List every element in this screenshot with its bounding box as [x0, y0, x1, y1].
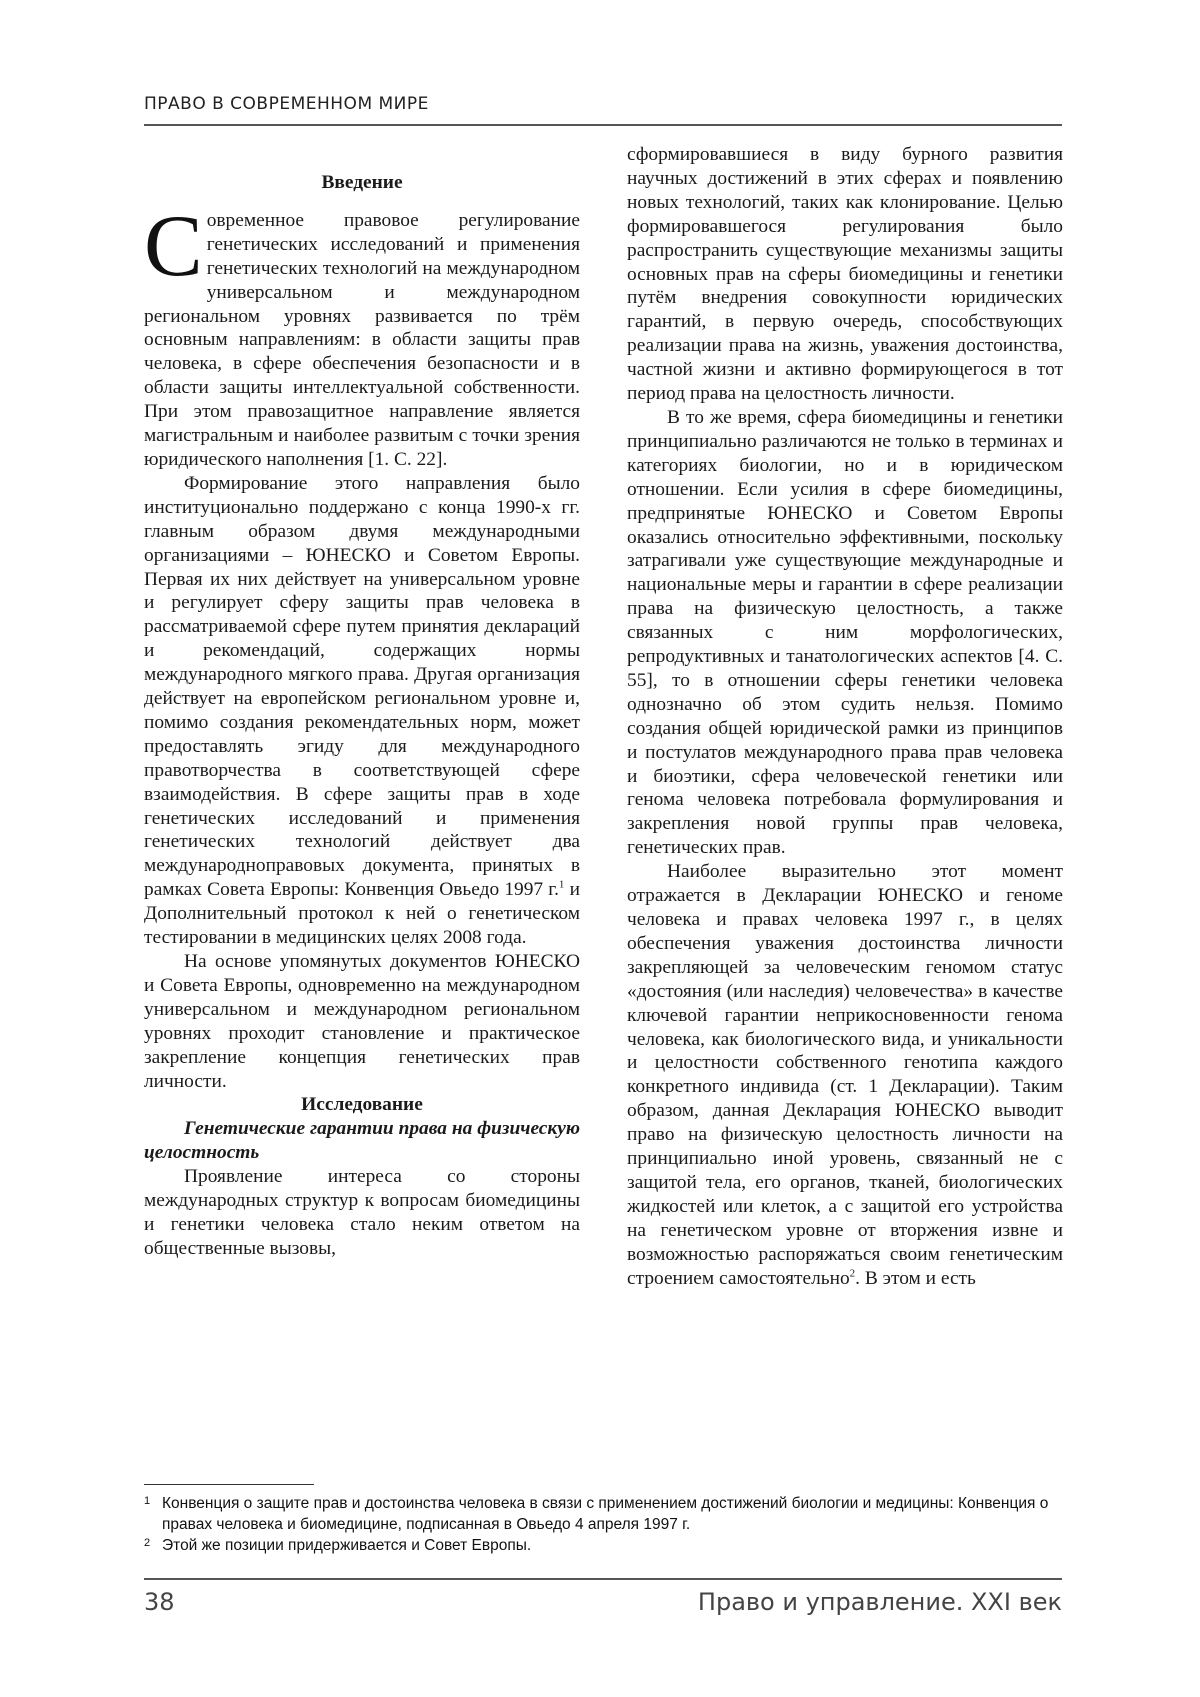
- journal-title: Право и управление. XXI век: [697, 1588, 1062, 1616]
- research-heading: Исследование: [301, 1094, 423, 1116]
- right-paragraph-2: В то же время, сфера биомедицины и генетики принципиально различаются не только в терминах и категориях биологии, но и в юридическом отношении. Если усилия в сфере биомедицины, предпринятые ЮНЕСКО и Советом Европы оказались относительно эффективными, поскольку затрагивали уже существующие международные и национальные меры и гарантии в сфере реализации права на физическую целостность, а также связанных с ним морфологических, репродуктивных и танатологических аспектов [4. С. 55], то в отношении сферы генетики человека однозначно об этом судить нельзя. Помимо создания общей юридической рамки из принципов и постулатов международного права прав человека и биоэтики, сфера человеческой генетики или генома человека потребовала формулирования и закрепления новой группы прав человека, генетических прав.: [627, 406, 1063, 859]
- footnote-number: 1: [144, 1495, 151, 1507]
- intro-paragraph-1-text: овременное правовое регулирование генетических исследований и применения генетических технологий на международном универсальном и международном региональном уровнях развивается по трём основным направлениям: в области защиты прав человека, в сфере обеспечения безопасности и в области защиты интеллектуальной собственности. При этом правозащитное направление является магистральным и наиболее развитым с точки зрения юридического наполнения [1. С. 22].: [144, 209, 580, 470]
- footnote-number: 2: [144, 1537, 151, 1549]
- right-paragraph-3-text-b: . В этом и есть: [855, 1267, 976, 1289]
- left-column: [144, 143, 580, 1261]
- footnote-2: [144, 1535, 1062, 1556]
- footnote-ref-1[interactable]: 1: [558, 878, 565, 891]
- footnote-text: Этой же позиции придерживается и Совет Европы.: [162, 1537, 532, 1554]
- footnotes: [144, 1493, 1062, 1556]
- header-rule: [144, 124, 1062, 126]
- intro-paragraph-1: [144, 197, 580, 472]
- intro-heading: Введение: [321, 172, 403, 193]
- right-column: [627, 143, 1063, 1291]
- research-paragraph-1: Проявление интереса со стороны международных структур к вопросам биомедицины и генетики человека стало неким ответом на общественные вызовы,: [144, 1166, 580, 1259]
- right-paragraph-3-text-a: Наиболее выразительно этот момент отражается в Декларации ЮНЕСКО и геноме человека и правах человека 1997 г., в целях обеспечения уважения достоинства личности закрепляющей за человеческим геномом статус «достояния (или наследия) человечества» в качестве ключевой гарантии неприкосновенности генома человека, как биологического вида, и уникальности и целостности собственного генотипа каждого конкретного индивида (ст. 1 Декларации). Таким образом, данная Декларация ЮНЕСКО выводит право на физическую целостность личности на принципиально иной уровень, связанный не с защитой тела, его органов, тканей, биологических жидкостей или клеток, а с защитой его устройства на генетическом уровне от вторжения извне и возможностью распоряжаться своим генетическим строением самостоятельно: [627, 861, 1063, 1289]
- footnote-rule: [144, 1484, 314, 1485]
- intro-paragraph-2-text-a: Формирование этого направления было институционально поддержано с конца 1990-х гг. главным образом двумя международными организациями – ЮНЕСКО и Советом Европы. Первая их них действует на универсальном уровне и регулирует сферу защиты прав человека в рассматриваемой сфере путем принятия деклараций и рекомендаций, содержащих нормы международного мягкого права. Другая организация действует на европейском региональном уровне и, помимо создания рекомендательных норм, может предоставлять эгиду для международного правотворчества в соответствующей сфере взаимодействия. В сфере защиты прав в ходе генетических исследований и применения генетических технологий действует два международноправовых документа, принятых в рамках Совета Европы: Конвенция Овьедо 1997 г.: [144, 472, 580, 901]
- intro-paragraph-2-text-b: и Дополнительный протокол к ней о генетическом тестировании в медицинских целях 2008 года.: [144, 879, 580, 949]
- intro-paragraph-3: На основе упомянутых документов ЮНЕСКО и Совета Европы, одновременно на международном универсальном и международном региональном уровнях проходит становление и практическое закрепление концепция генетических прав личности.: [144, 951, 580, 1092]
- footnote-1: [144, 1493, 1062, 1535]
- page-number: 38: [144, 1588, 175, 1616]
- intro-paragraph-2: [144, 472, 580, 950]
- right-paragraph-3: [627, 860, 1063, 1290]
- drop-cap: С: [144, 197, 203, 295]
- footer-rule: [144, 1578, 1062, 1580]
- running-title: ПРАВО В СОВРЕМЕННОМ МИРЕ: [144, 94, 429, 114]
- footnote-ref-2[interactable]: 2: [849, 1267, 856, 1280]
- subsection-heading: Генетические гарантии права на физическую целостность: [144, 1118, 580, 1164]
- footnote-text: Конвенция о защите прав и достоинства человека в связи с применением достижений биологии и медицины: Конвенция о правах человека и биомедицине, подписанная в Овьедо 4 апреля 1997 г.: [162, 1495, 1049, 1533]
- right-paragraph-1: сформировавшиеся в виду бурного развития научных достижений в этих сферах и появлению новых технологий, таких как клонирование. Целью формировавшегося регулирования было распространить существующие механизмы защиты основных прав на сферы биомедицины и генетики путём внедрения совокупности юридических гарантий, в первую очередь, способствующих реализации права на жизнь, уважения достоинства, частной жизни и активно формирующегося в тот период права на целостность личности.: [627, 144, 1063, 405]
